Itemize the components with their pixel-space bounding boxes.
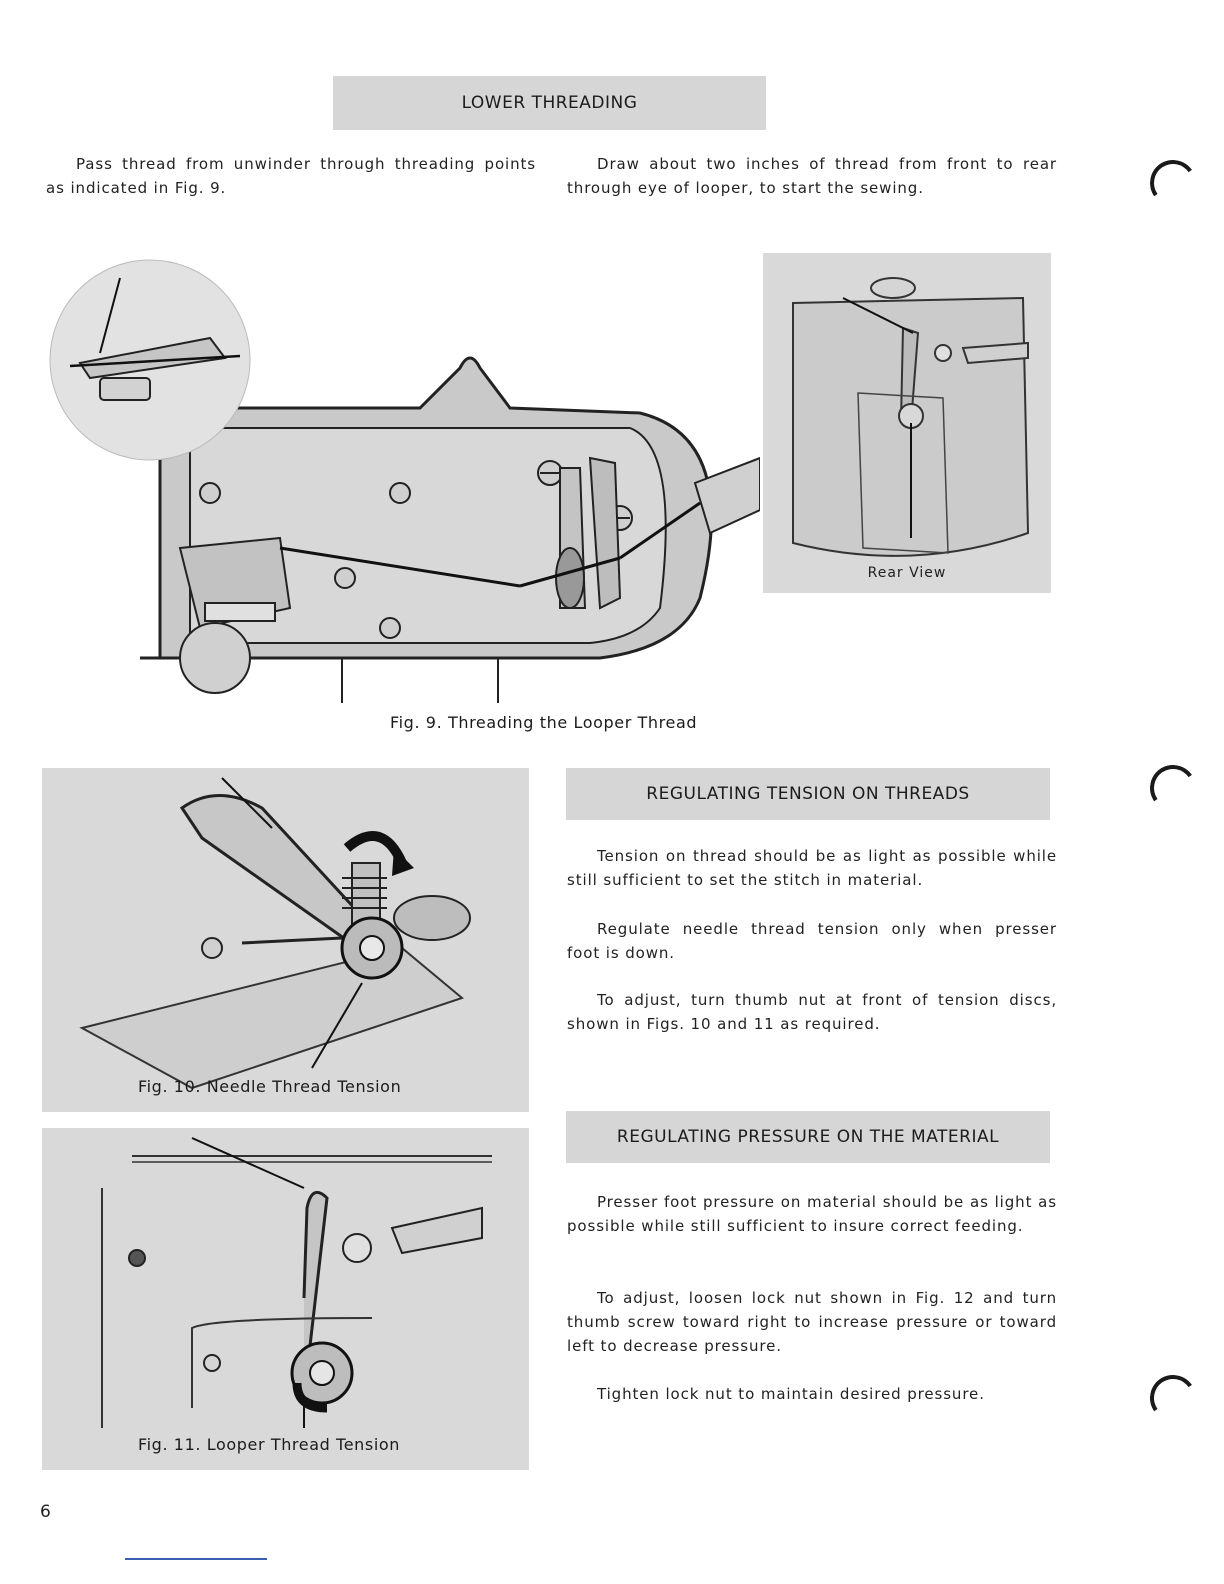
lower-threading-left-text: Pass thread from unwinder through threading points as indicated in Fig. 9. bbox=[46, 155, 536, 197]
fig9-caption: Fig. 9. Threading the Looper Thread bbox=[390, 713, 698, 732]
binder-hole-bottom bbox=[1146, 1371, 1199, 1424]
lower-threading-heading: LOWER THREADING bbox=[333, 76, 766, 130]
needle-tension-drawing bbox=[42, 768, 529, 1112]
binder-hole-top bbox=[1146, 156, 1199, 209]
looper-mechanism-drawing bbox=[40, 248, 760, 708]
page-number: 6 bbox=[40, 1502, 51, 1522]
fig9-rear-view bbox=[763, 253, 1051, 593]
rear-view-drawing bbox=[763, 253, 1051, 593]
pressure-paragraph-2: To adjust, loosen lock nut shown in Fig. 12 and turn thumb screw toward right to increase pressure or toward left to decrease pressure. bbox=[567, 1289, 1057, 1355]
pressure-paragraph-1: Presser foot pressure on material should be as light as possible while still sufficient to insure correct feeding. bbox=[567, 1193, 1057, 1235]
fig10-caption: Fig. 10. Needle Thread Tension bbox=[138, 1077, 402, 1096]
fig11-box bbox=[42, 1128, 529, 1470]
fig10-box bbox=[42, 768, 529, 1112]
tension-paragraph-1: Tension on thread should be as light as possible while still sufficient to set the stitch in material. bbox=[567, 847, 1057, 889]
looper-tension-drawing bbox=[42, 1128, 529, 1470]
binder-hole-middle bbox=[1146, 761, 1199, 814]
tension-paragraph-2: Regulate needle thread tension only when presser foot is down. bbox=[567, 920, 1057, 962]
regulating-pressure-heading: REGULATING PRESSURE ON THE MATERIAL bbox=[566, 1111, 1050, 1163]
fig11-caption: Fig. 11. Looper Thread Tension bbox=[138, 1435, 400, 1454]
fig9-illustration bbox=[40, 248, 760, 708]
pressure-paragraph-3: Tighten lock nut to maintain desired pressure. bbox=[597, 1385, 985, 1403]
bottom-rule bbox=[125, 1558, 267, 1560]
tension-paragraph-3: To adjust, turn thumb nut at front of tension discs, shown in Figs. 10 and 11 as required. bbox=[567, 991, 1057, 1033]
lower-threading-right-text: Draw about two inches of thread from front to rear through eye of looper, to start the sewing. bbox=[567, 155, 1057, 197]
rear-view-label: Rear View bbox=[867, 565, 947, 581]
regulating-tension-heading: REGULATING TENSION ON THREADS bbox=[566, 768, 1050, 820]
